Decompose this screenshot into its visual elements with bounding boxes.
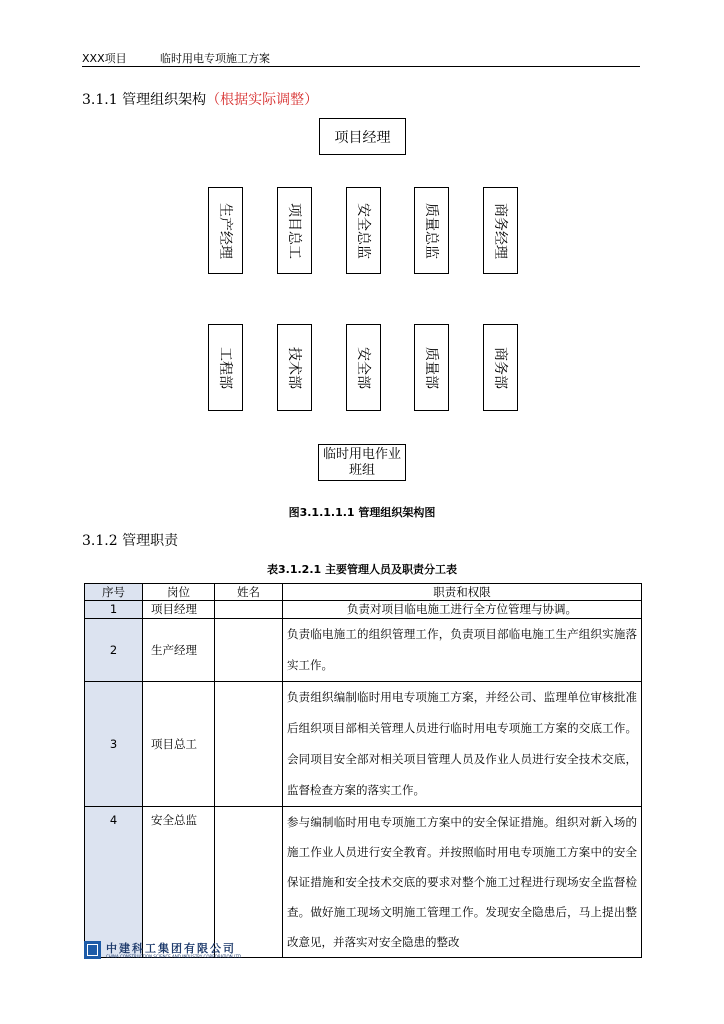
duty-table (84, 583, 642, 958)
company-logo (84, 941, 101, 959)
org-box-engineering-dept (208, 324, 243, 411)
cell-no: 4 (85, 807, 143, 958)
section-note: （根据实际调整） (206, 92, 319, 108)
org-box-business-dept (483, 324, 518, 411)
cell-post: 安全总监 (143, 807, 215, 958)
figure-caption: 图3.1.1.1.1 管理组织架构图 (288, 506, 436, 519)
logo-mark-icon (87, 944, 98, 956)
cell-name (215, 601, 283, 619)
org-box-label-line2: 班组 (348, 462, 375, 478)
cell-duty: 负责对项目临电施工进行全方位管理与协调。 (283, 601, 642, 619)
org-box-label: 质量总监 (422, 202, 439, 259)
org-box-label: 项目总工 (285, 202, 302, 259)
cell-name (215, 619, 283, 682)
section-title: 3.1.1 管理组织架构 (82, 92, 207, 108)
header-project: XXX项目 (82, 52, 127, 65)
col-header-name: 姓名 (215, 584, 283, 601)
org-box-label-line1: 临时用电作业 (322, 446, 401, 462)
org-box-label: 技术部 (285, 346, 302, 389)
org-box-project-manager (319, 118, 406, 155)
cell-no: 2 (85, 619, 143, 682)
table-header-row (85, 584, 642, 601)
table-row (85, 807, 642, 958)
table-row (85, 601, 642, 619)
cell-no: 3 (85, 682, 143, 807)
org-box-label: 商务部 (491, 346, 508, 389)
org-box-safety-dept (346, 324, 381, 411)
col-header-no: 序号 (85, 584, 143, 601)
org-box-quality-director (414, 187, 449, 274)
org-box-chief-engineer (277, 187, 312, 274)
table-row (85, 682, 642, 807)
org-box-safety-director (346, 187, 381, 274)
org-box-technical-dept (277, 324, 312, 411)
org-box-production-manager (208, 187, 243, 274)
org-box-label: 生产经理 (216, 202, 233, 259)
section-heading-duties: 3.1.2 管理职责 (82, 533, 179, 549)
org-box-label: 质量部 (422, 346, 439, 389)
cell-duty: 负责组织编制临时用电专项施工方案，并经公司、监理单位审核批准后组织项目部相关管理人员进行临时用电专项施工方案的交底工作。会同项目安全部对相关项目管理人员及作业人员进行安全技术交底，监督检查方案的落实工作。 (283, 682, 642, 807)
cell-name (215, 807, 283, 958)
org-box-label: 安全部 (354, 346, 371, 389)
cell-post: 生产经理 (143, 619, 215, 682)
org-box-electrical-crew (318, 444, 406, 481)
org-box-label: 商务经理 (491, 202, 508, 259)
footer-company-name: 中建科工集团有限公司 (106, 942, 236, 955)
cell-no: 1 (85, 601, 143, 619)
col-header-post: 岗位 (143, 584, 215, 601)
table-row (85, 619, 642, 682)
org-box-label: 工程部 (216, 346, 233, 389)
cell-duty: 负责临电施工的组织管理工作，负责项目部临电施工生产组织实施落实工作。 (283, 619, 642, 682)
header-doc-title: 临时用电专项施工方案 (160, 52, 270, 65)
table-caption: 表3.1.2.1 主要管理人员及职责分工表 (267, 563, 457, 576)
footer-company-english: CHINA CONSTRUCTION SCIENCE AND INDUSTRY CORPORATION LTD. (106, 954, 243, 959)
section-heading-org (82, 91, 318, 109)
cell-post: 项目总工 (143, 682, 215, 807)
col-header-duty: 职责和权限 (283, 584, 642, 601)
org-box-label: 安全总监 (354, 202, 371, 259)
cell-name (215, 682, 283, 807)
cell-duty: 参与编制临时用电专项施工方案中的安全保证措施。组织对新入场的施工作业人员进行安全教育。并按照临时用电专项施工方案中的安全保证措施和安全技术交底的要求对整个施工过程进行现场安全监督检查。做好施工现场文明施工管理工作。发现安全隐患后，马上提出整改意见，并落实对安全隐患的整改 (283, 807, 642, 958)
cell-post: 项目经理 (143, 601, 215, 619)
org-box-label: 项目经理 (334, 129, 391, 146)
org-box-business-manager (483, 187, 518, 274)
page-header (82, 52, 640, 67)
org-box-quality-dept (414, 324, 449, 411)
